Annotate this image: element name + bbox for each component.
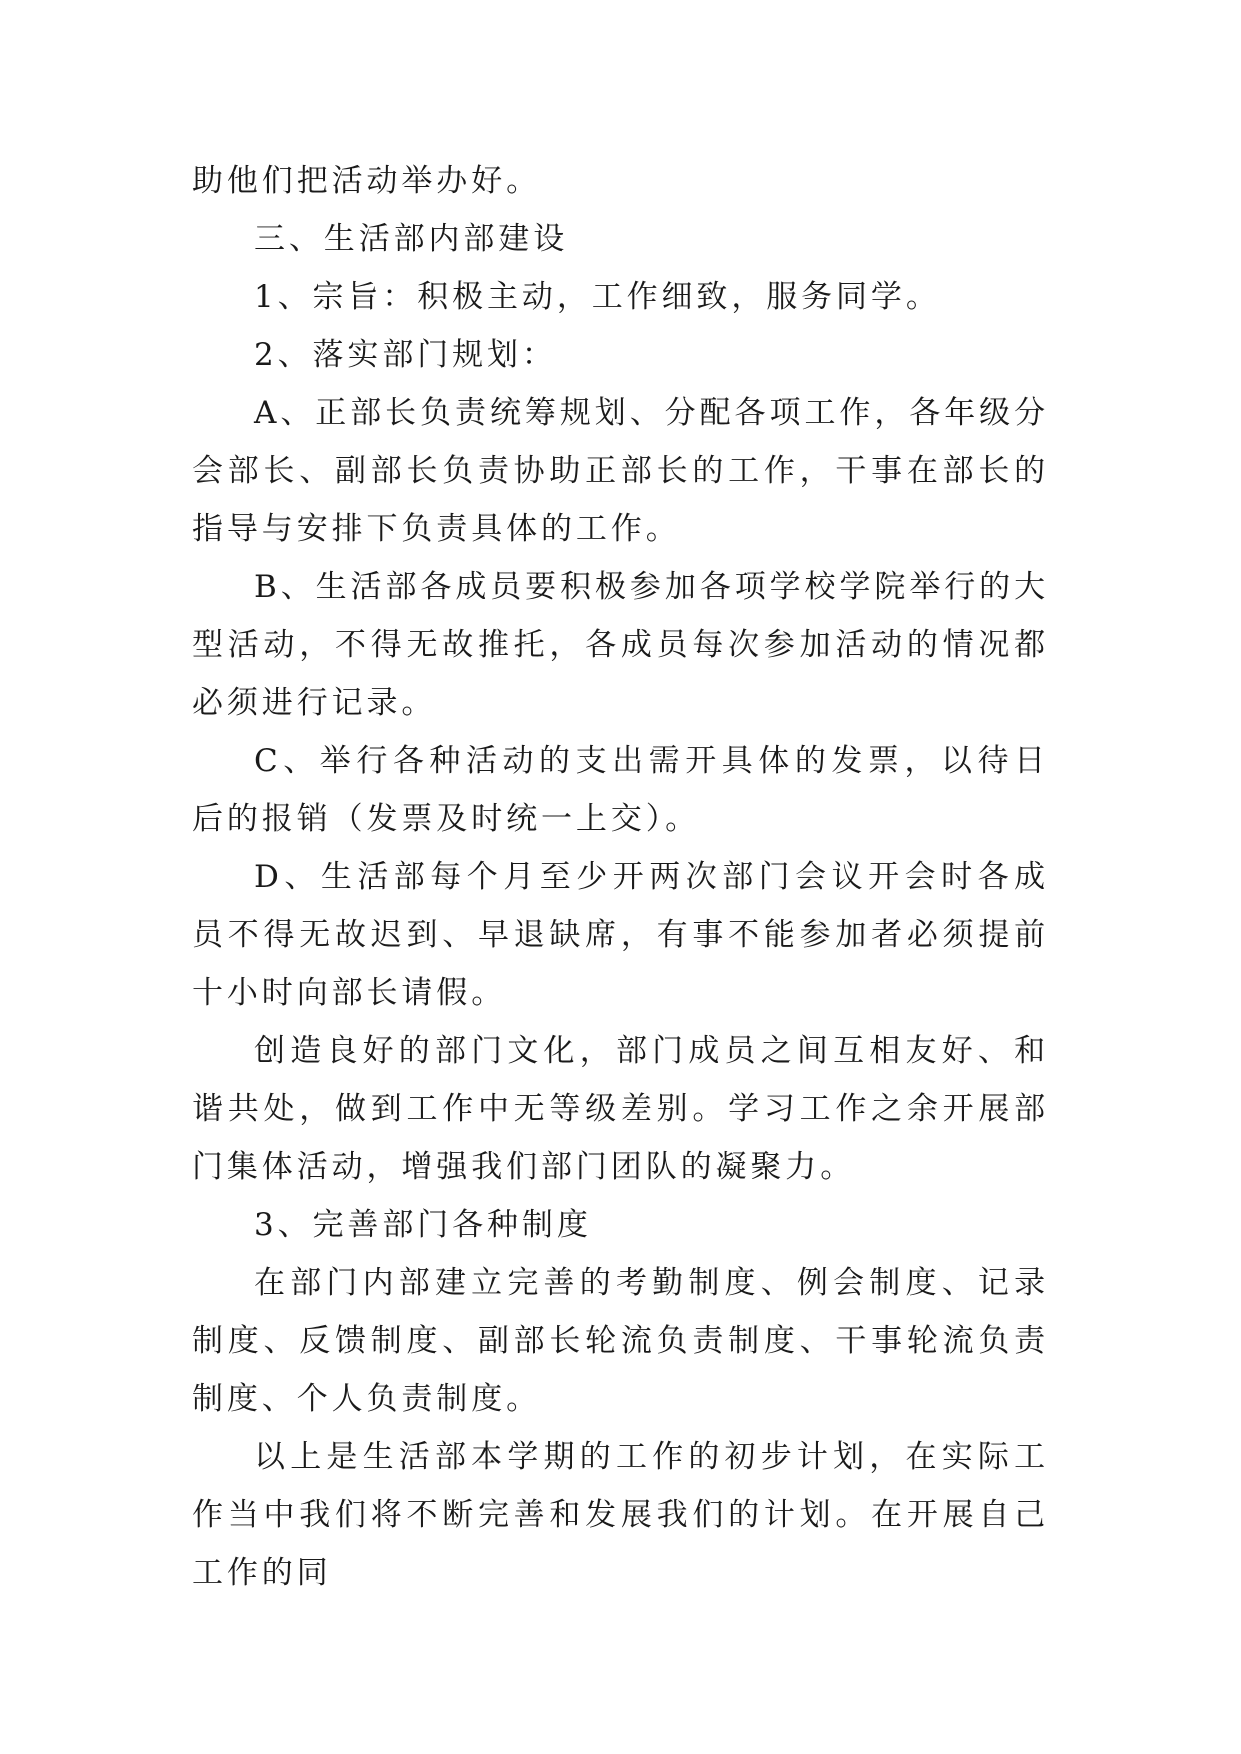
paragraph: C、举行各种活动的支出需开具体的发票，以待日后的报销（发票及时统一上交）。: [192, 743, 1049, 837]
paragraph: A、正部长负责统筹规划、分配各项工作，各年级分会部长、副部长负责协助正部长的工作，干事在部长的指导与安排下负责具体的工作。: [192, 395, 1049, 547]
paragraph: B、生活部各成员要积极参加各项学校学院举行的大型活动，不得无故推托，各成员每次参加活动的情况都必须进行记录。: [192, 569, 1049, 721]
paragraph: 3、完善部门各种制度: [254, 1207, 592, 1243]
paragraph: 1、宗旨：积极主动，工作细致，服务同学。: [254, 279, 941, 315]
paragraph: 助他们把活动举办好。: [192, 163, 541, 199]
paragraph: 以上是生活部本学期的工作的初步计划，在实际工作当中我们将不断完善和发展我们的计划。在开展自己工作的同: [192, 1439, 1049, 1591]
section-heading: 三、生活部内部建设: [254, 221, 569, 257]
paragraph: D、生活部每个月至少开两次部门会议开会时各成员不得无故迟到、早退缺席，有事不能参加者必须提前十小时向部长请假。: [192, 859, 1049, 1011]
paragraph: 2、落实部门规划：: [254, 337, 557, 373]
paragraph: 在部门内部建立完善的考勤制度、例会制度、记录制度、反馈制度、副部长轮流负责制度、干事轮流负责制度、个人负责制度。: [192, 1265, 1049, 1417]
paragraph: 创造良好的部门文化，部门成员之间互相友好、和谐共处，做到工作中无等级差别。学习工作之余开展部门集体活动，增强我们部门团队的凝聚力。: [192, 1033, 1049, 1185]
document-body: [192, 152, 1049, 1602]
